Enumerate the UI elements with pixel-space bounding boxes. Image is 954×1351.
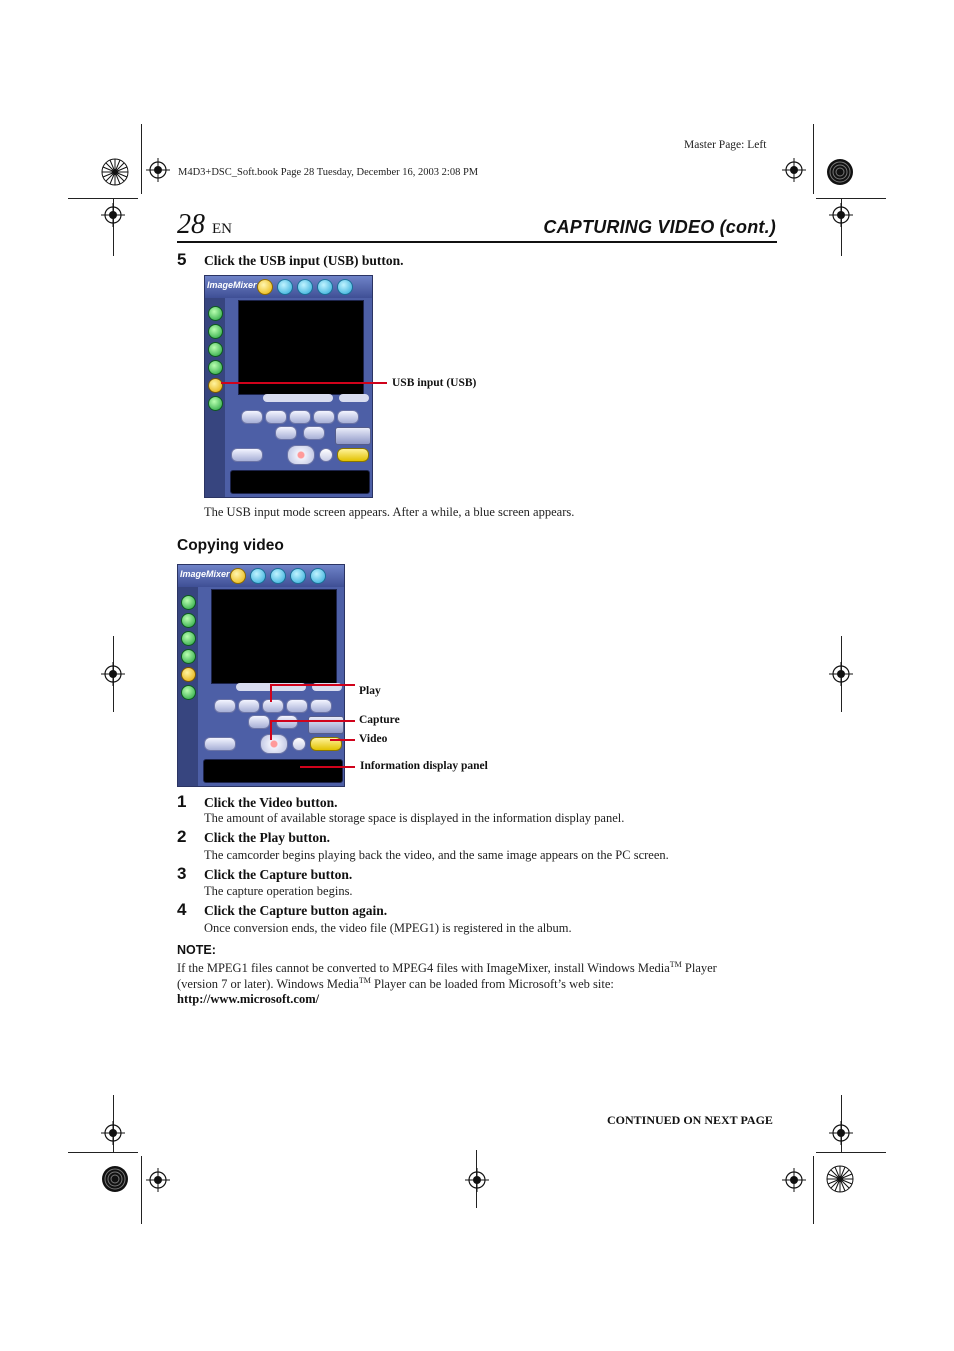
step-number: 5 [177, 250, 187, 269]
step-title: Click the Capture button. [204, 867, 353, 882]
callout-line [270, 684, 355, 686]
step-body: The amount of available storage space is displayed in the information display panel. [204, 811, 625, 825]
play-button-icon [262, 699, 284, 713]
registration-mark-icon [782, 158, 806, 182]
step-forward-button-icon [276, 715, 298, 729]
registration-mark-icon [829, 1121, 853, 1145]
registration-mark-icon [146, 158, 170, 182]
rewind-button-icon [241, 410, 263, 424]
step-body: The camcorder begins playing back the video, and the same image appears on the PC screen. [204, 848, 669, 862]
sidebar-button-icon [181, 613, 196, 628]
step-body: Once conversion ends, the video file (MPEG1) is registered in the album. [204, 921, 572, 935]
toolbar-button-icon [277, 279, 293, 295]
callout-line [270, 720, 272, 740]
toolbar-button-icon [270, 568, 286, 584]
step-number: 3 [177, 864, 187, 883]
trademark-symbol: TM [358, 976, 371, 985]
app-sidebar [205, 298, 225, 497]
app-toolbar [205, 276, 372, 298]
crop-line [68, 1152, 138, 1153]
pause-button-icon [286, 699, 308, 713]
app-logo: ImageMixer [207, 280, 257, 290]
crop-line [141, 124, 142, 194]
header-rule [177, 241, 777, 243]
information-display-panel [203, 759, 343, 783]
note-text: If the MPEG1 files cannot be converted to MPEG4 files with ImageMixer, install Windows Media [177, 961, 670, 976]
callout-info-panel: Information display panel [360, 760, 488, 772]
file-info: M4D3+DSC_Soft.book Page 28 Tuesday, December 16, 2003 2:08 PM [178, 167, 479, 178]
master-page-label: Master Page: Left [684, 139, 767, 151]
concentric-target-icon [101, 1165, 129, 1193]
play-button-icon [289, 410, 311, 424]
crop-line [813, 124, 814, 194]
imagemixer-screenshot [204, 275, 373, 498]
volume-bar [339, 394, 369, 402]
step-back-button-icon [275, 426, 297, 440]
step-body: The capture operation begins. [204, 884, 353, 898]
toolbar-button-icon [317, 279, 333, 295]
information-display-panel [230, 470, 370, 494]
callout-video: Video [359, 733, 388, 745]
step-title: Click the Video button. [204, 795, 338, 810]
step-number: 4 [177, 900, 187, 919]
app-sidebar [178, 587, 198, 786]
concentric-target-icon [826, 158, 854, 186]
sidebar-button-icon [208, 396, 223, 411]
video-preview [211, 589, 337, 684]
step-back-button-icon [248, 715, 270, 729]
sidebar-button-icon [208, 342, 223, 357]
trademark-symbol: TM [669, 960, 682, 969]
sidebar-button-icon [181, 685, 196, 700]
step-number: 1 [177, 792, 187, 811]
sidebar-button-icon [208, 360, 223, 375]
photo-button-icon [231, 448, 263, 462]
record-button-icon [260, 734, 288, 754]
time-bar [263, 394, 333, 402]
toolbar-button-icon [290, 568, 306, 584]
registration-mark-icon [146, 1168, 170, 1192]
usb-input-button-icon [181, 667, 196, 682]
step-title: Click the Play button. [204, 830, 331, 845]
callout-capture: Capture [359, 714, 400, 726]
note-text: (version 7 or later). Windows Media [177, 977, 359, 992]
capture-button-icon [335, 427, 371, 445]
pause-button-icon [313, 410, 335, 424]
callout-line [270, 684, 272, 702]
step5-caption: The USB input mode screen appears. After a while, a blue screen appears. [204, 505, 575, 519]
step-forward-button-icon [303, 426, 325, 440]
page-title: CAPTURING VIDEO (cont.) [543, 217, 776, 237]
stop-button-icon [238, 699, 260, 713]
starburst-target-icon [101, 158, 129, 186]
round-button-icon [292, 737, 306, 751]
round-button-icon [319, 448, 333, 462]
fast-forward-button-icon [310, 699, 332, 713]
section-title: Copying video [177, 537, 284, 554]
note-text: Player can be loaded from Microsoft’s web site: [370, 977, 614, 992]
registration-mark-icon [101, 203, 125, 227]
fast-forward-button-icon [337, 410, 359, 424]
crop-line [68, 198, 138, 199]
callout-line [221, 382, 387, 384]
usb-input-button-icon [208, 378, 223, 393]
crop-line [141, 1156, 142, 1224]
rewind-button-icon [214, 699, 236, 713]
registration-mark-icon [782, 1168, 806, 1192]
callout-line [300, 766, 355, 768]
language-label: EN [212, 221, 232, 237]
note-line-1 [177, 960, 717, 976]
toolbar-button-icon [257, 279, 273, 295]
starburst-target-icon [826, 1165, 854, 1193]
step-title: Click the USB input (USB) button. [204, 253, 404, 268]
record-button-icon [287, 445, 315, 465]
toolbar-button-icon [310, 568, 326, 584]
crop-line [813, 1156, 814, 1224]
toolbar-button-icon [230, 568, 246, 584]
toolbar-button-icon [337, 279, 353, 295]
callout-line [330, 739, 355, 741]
toolbar-button-icon [250, 568, 266, 584]
registration-mark-icon [465, 1168, 489, 1192]
callout-line [270, 720, 355, 722]
capture-button-icon [308, 716, 344, 734]
registration-mark-icon [101, 662, 125, 686]
sidebar-button-icon [208, 306, 223, 321]
video-preview [238, 300, 364, 395]
sidebar-button-icon [181, 595, 196, 610]
video-button-icon [337, 448, 369, 462]
imagemixer-screenshot [177, 564, 345, 787]
app-logo: ImageMixer [180, 569, 230, 579]
step-title: Click the Capture button again. [204, 903, 388, 918]
sidebar-button-icon [181, 649, 196, 664]
step-number: 2 [177, 827, 187, 846]
note-title: NOTE: [177, 943, 216, 957]
note-text: Player [681, 961, 717, 976]
registration-mark-icon [829, 203, 853, 227]
page-number: 28 [177, 209, 205, 240]
callout-usb-input: USB input (USB) [392, 377, 477, 389]
continued-label: CONTINUED ON NEXT PAGE [607, 1113, 773, 1127]
registration-mark-icon [101, 1121, 125, 1145]
microsoft-url-link[interactable]: http://www.microsoft.com/ [177, 992, 320, 1006]
crop-line [816, 198, 886, 199]
toolbar-button-icon [297, 279, 313, 295]
sidebar-button-icon [208, 324, 223, 339]
stop-button-icon [265, 410, 287, 424]
registration-mark-icon [829, 662, 853, 686]
crop-line [816, 1152, 886, 1153]
app-toolbar [178, 565, 344, 587]
callout-play: Play [359, 685, 381, 697]
photo-button-icon [204, 737, 236, 751]
note-line-2 [177, 976, 614, 992]
sidebar-button-icon [181, 631, 196, 646]
